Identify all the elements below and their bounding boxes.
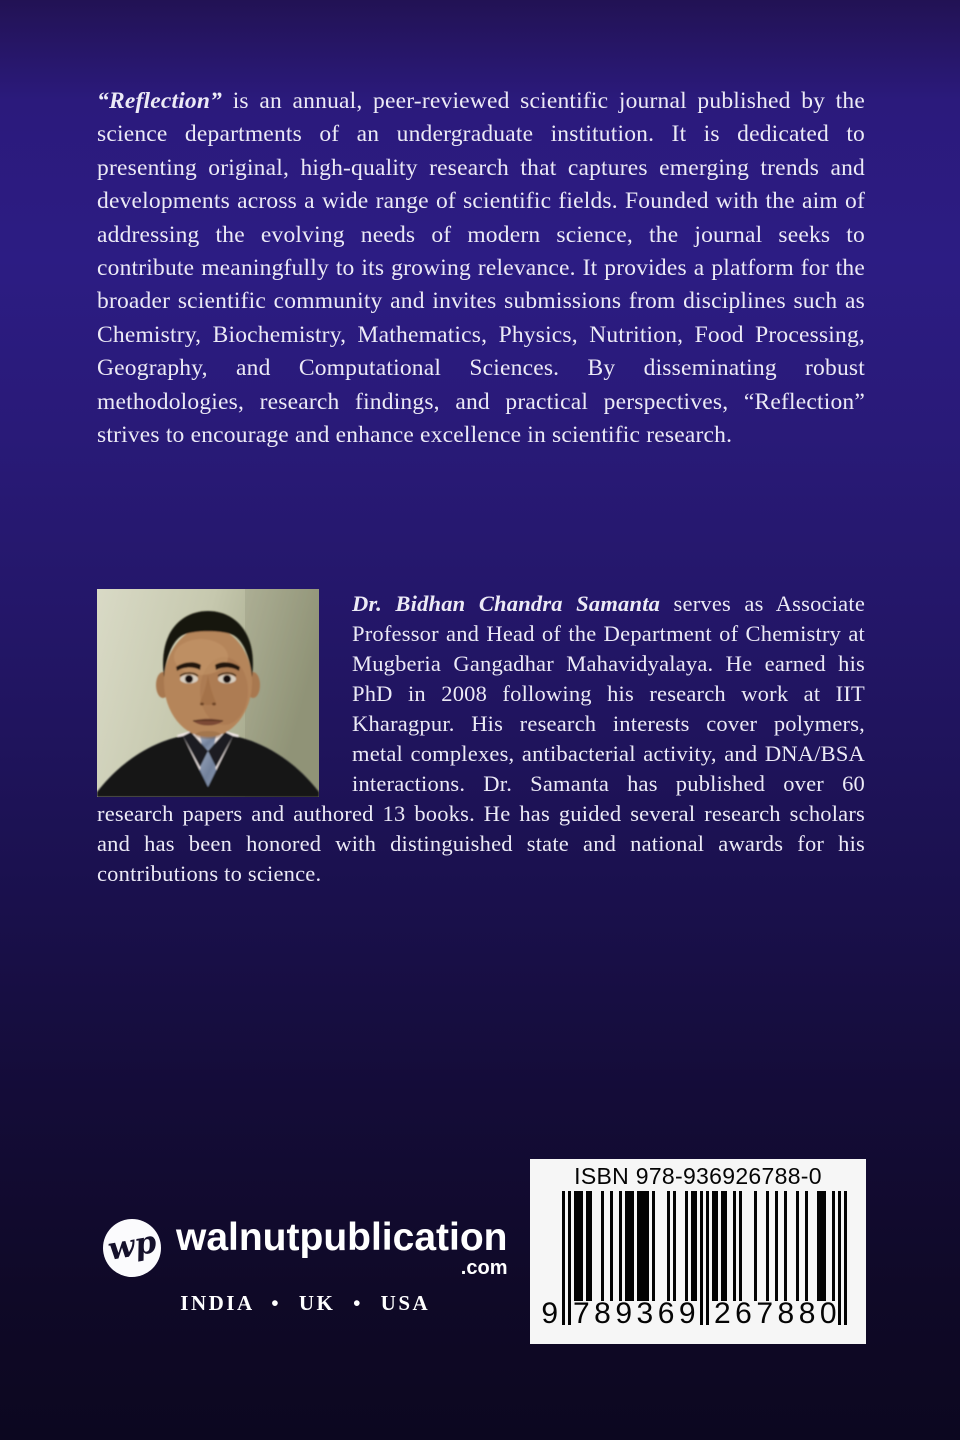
isbn-number-label: ISBN 978-936926788-0 bbox=[574, 1163, 822, 1189]
isbn-barcode-panel bbox=[530, 1159, 866, 1344]
author-bio-text: serves as Associate Professor and Head of the Department of Chemistry at Mugberia Gangadhar Mahavidyalaya. He earned his PhD in 2008 following his research work at IIT Kharagpur. His research interests cover polymers, metal complexes, antibacterial activity, and DNA/BSA interactions. Dr. Samanta has published over 60 research papers and authored 13 books. He has guided several research scholars and has been honored with distinguished state and national awards for his contributions to science. bbox=[97, 591, 865, 886]
publisher-countries: INDIA • UK • USA bbox=[180, 1291, 431, 1315]
journal-description-text: is an annual, peer-reviewed scientific journal published by the science departments of an undergraduate institution. It is dedicated to presenting original, high-quality research that captures emerging trends and developments across a wide range of scientific fields. Founded with the aim of addressing the evolving needs of modern science, the journal seeks to contribute meaningfully to its growing relevance. It provides a platform for the broader scientific community and invites submissions from disciplines such as Chemistry, Biochemistry, Mathematics, Physics, Nutrition, Food Processing, Geography, and Computational Sciences. By disseminating robust methodologies, research findings, and practical perspectives, “Reflection” strives to encourage and enhance excellence in scientific research. bbox=[97, 88, 865, 449]
journal-title: “Reflection” bbox=[97, 88, 223, 114]
publisher-monogram-icon bbox=[103, 1219, 161, 1277]
publisher-name-wrap bbox=[176, 1218, 507, 1278]
publisher-name: walnutpublication bbox=[176, 1216, 508, 1259]
journal-description bbox=[97, 85, 865, 452]
author-section bbox=[97, 589, 865, 889]
publisher-logo-block bbox=[103, 1218, 507, 1316]
barcode-digits-right: 267880 bbox=[714, 1297, 842, 1330]
author-name: Dr. Bidhan Chandra Samanta bbox=[352, 591, 661, 616]
publisher-domain-suffix: .com bbox=[460, 1257, 508, 1279]
author-portrait-illustration bbox=[97, 589, 319, 797]
publisher-logo-row bbox=[103, 1218, 507, 1278]
author-photo bbox=[97, 589, 319, 797]
barcode-digits-left: 789369 bbox=[573, 1297, 701, 1330]
barcode-digits bbox=[530, 1297, 866, 1337]
barcode-digit-lead: 9 bbox=[541, 1297, 558, 1330]
publisher-monogram: wp bbox=[105, 1224, 159, 1268]
